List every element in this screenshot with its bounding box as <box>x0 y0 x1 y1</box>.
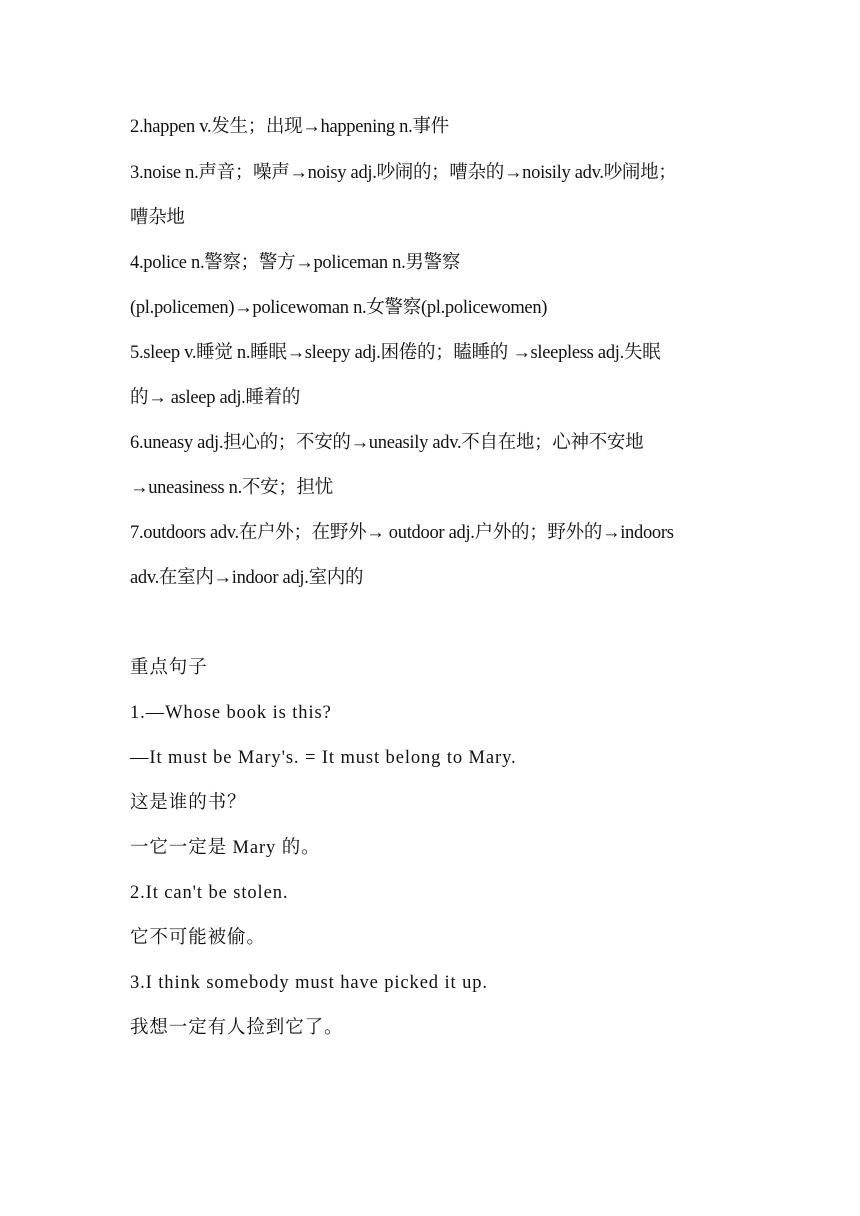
sentence-3: 3.I think somebody must have picked it up. <box>130 973 488 993</box>
sentence-1-answer: —It must be Mary's. = It must belong to Mary. <box>130 748 517 768</box>
vocab-line-sleep: 5.sleep v.睡觉 n.睡眠→sleepy adj.困倦的；瞌睡的 →sleepless adj.失眠 <box>130 343 661 363</box>
sentence-1-question: 1.—Whose book is this? <box>130 703 332 723</box>
section-heading: 重点句子 <box>130 658 208 678</box>
vocab-line-sleep-cont: 的→ asleep adj.睡着的 <box>130 388 301 408</box>
vocab-line-happen: 2.happen v.发生；出现→happening n.事件 <box>130 117 449 137</box>
sentence-1-translation-question: 这是谁的书？ <box>130 793 247 813</box>
vocab-line-outdoors: 7.outdoors adv.在户外；在野外→ outdoor adj.户外的；野外的→indoors <box>130 523 674 543</box>
sentence-3-translation: 我想一定有人捡到它了。 <box>130 1018 344 1038</box>
vocab-line-uneasy-cont: →uneasiness n.不安；担忧 <box>130 478 333 498</box>
vocab-line-noise-cont: 嘈杂地 <box>130 208 185 228</box>
vocab-line-uneasy: 6.uneasy adj.担心的；不安的→uneasily adv.不自在地；心神不安地 <box>130 433 644 453</box>
sentence-1-translation-answer: 一它一定是 Mary 的。 <box>130 838 321 858</box>
vocab-line-police: 4.police n.警察；警方→policeman n.男警察 <box>130 253 461 273</box>
vocab-line-outdoors-cont: adv.在室内→indoor adj.室内的 <box>130 568 364 588</box>
vocab-line-noise: 3.noise n.声音；噪声→noisy adj.吵闹的；嘈杂的→noisily adv.吵闹地； <box>130 163 677 183</box>
sentence-2: 2.It can't be stolen. <box>130 883 289 903</box>
sentence-2-translation: 它不可能被偷。 <box>130 928 266 948</box>
vocab-line-police-cont: (pl.policemen)→policewoman n.女警察(pl.policewomen) <box>130 298 548 318</box>
